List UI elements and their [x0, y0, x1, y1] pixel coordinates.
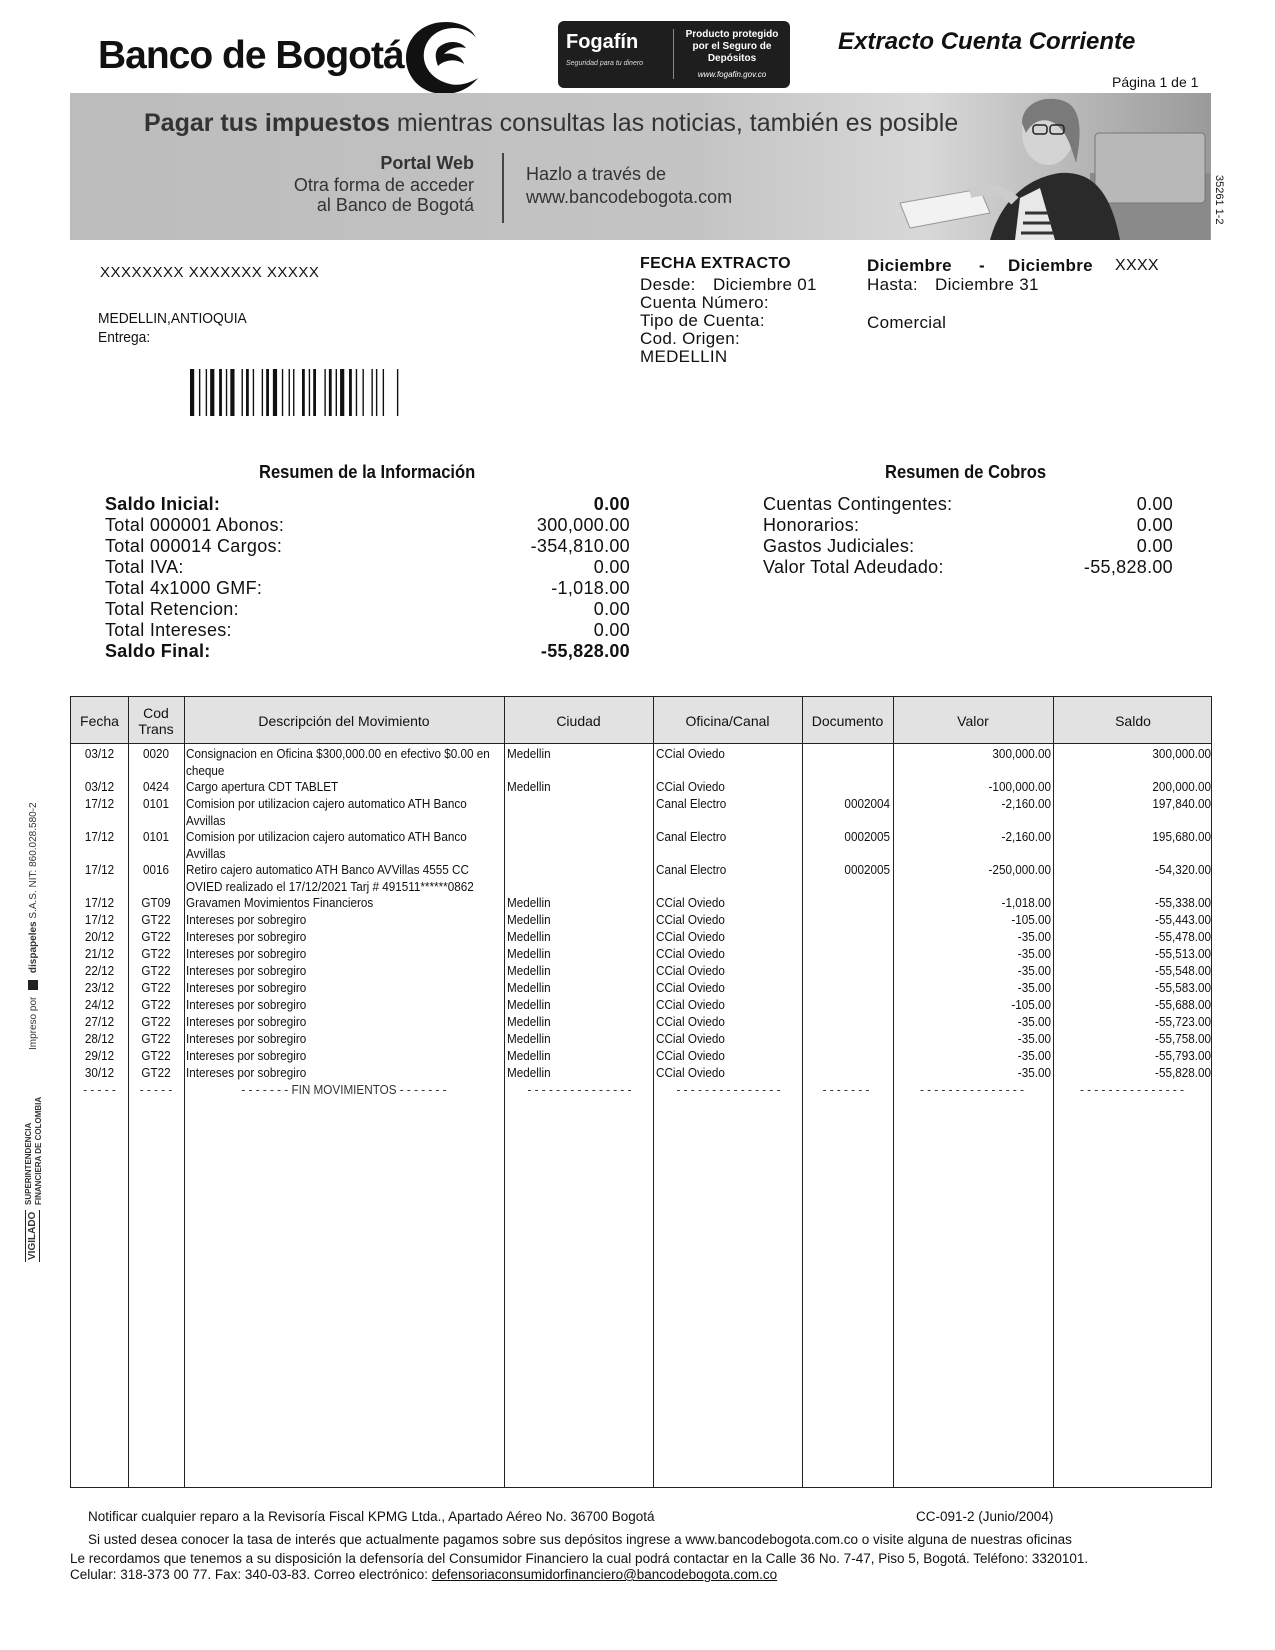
barcode-bar	[336, 369, 337, 416]
cell-desc: Intereses por sobregiro	[186, 1031, 307, 1046]
period-from-month: Diciembre	[867, 256, 952, 275]
summary-label: Total 000014 Cargos:	[105, 536, 283, 556]
cell-fecha: 03/12	[84, 779, 115, 794]
cell-saldo: -55,338.00	[1155, 895, 1211, 910]
cell-cod: 0016	[142, 862, 170, 877]
col-header-saldo: Saldo	[1115, 712, 1151, 729]
cell-valor: -35.00	[1017, 1031, 1051, 1046]
col-header-oficina: Oficina/Canal	[685, 712, 770, 729]
barcode-bar	[242, 369, 243, 416]
cell-desc: Gravamen Movimientos Financieros	[186, 895, 374, 910]
footer-contact: Celular: 318-373 00 77. Fax: 340-03-83. Correo electrónico:	[70, 1567, 432, 1582]
cell-ciudad: Medellin	[507, 1048, 551, 1063]
footer-interest-info: Si usted desea conocer la tasa de interés que actualmente pagamos sobre sus depósitos ingrese a www.bancodebogota.com.co o visite alguna de nuestras oficinas	[88, 1532, 1072, 1547]
summary-value: 0.00	[1136, 515, 1173, 535]
cell-cod: GT22	[141, 929, 171, 944]
barcode-bar	[349, 369, 352, 416]
barcode-bar	[262, 369, 263, 416]
period-dash: -	[979, 256, 985, 275]
footer-ombudsman-address: Le recordamos que tenemos a su disposición la defensoría del Consumidor Financiero la cual podrá contactar en la Calle 36 No. 7-47, Piso 5, Bogotá. Teléfono: 3320101.	[70, 1551, 1089, 1566]
cell-oficina: CCial Oviedo	[656, 746, 725, 761]
fogafin-name: Fogafín	[566, 31, 639, 53]
cell-oficina: Canal Electro	[656, 796, 727, 811]
summary-label: Valor Total Adeudado:	[763, 557, 944, 577]
cell-fecha: 03/12	[84, 746, 115, 761]
bank-logo-icon	[402, 18, 484, 96]
cell-ciudad: Medellin	[507, 746, 551, 761]
summary-value: 0.00	[1136, 536, 1173, 556]
barcode-bar	[230, 369, 234, 416]
cell-valor: -100,000.00	[988, 779, 1051, 794]
barcode-bar	[206, 369, 207, 416]
cell-ciudad: Medellin	[507, 997, 551, 1012]
printer-label: Impreso por	[28, 996, 39, 1050]
page-number: Página 1 de 1	[1112, 74, 1199, 90]
cell-valor: -35.00	[1017, 963, 1051, 978]
fogafin-badge	[558, 21, 790, 88]
fogafin-url: www.fogafin.gov.co	[697, 70, 767, 79]
cell-ciudad: Medellin	[507, 1014, 551, 1029]
from-value: Diciembre 01	[713, 275, 817, 294]
cell-saldo: -54,320.00	[1155, 862, 1211, 877]
cell-oficina: CCial Oviedo	[656, 779, 725, 794]
cell-fecha: 28/12	[84, 1031, 115, 1046]
banner-portal-line1: Otra forma de acceder	[293, 175, 474, 195]
cell-documento: 0002004	[844, 796, 890, 811]
summary-value: 300,000.00	[536, 515, 630, 535]
barcode-bar	[313, 369, 316, 416]
summary-row	[105, 641, 630, 662]
cell-valor: -1,018.00	[1001, 895, 1051, 910]
table-row	[71, 979, 1211, 996]
cell-oficina: CCial Oviedo	[656, 997, 725, 1012]
cell-oficina: CCial Oviedo	[656, 1014, 725, 1029]
end-marker-oficina: - - - - - - - - - - - - - - -	[676, 1082, 781, 1097]
document-title: Extracto Cuenta Corriente	[838, 28, 1136, 55]
summary-label: Total 4x1000 GMF:	[105, 578, 263, 598]
cell-saldo: -55,758.00	[1155, 1031, 1211, 1046]
cell-valor: -105.00	[1011, 912, 1051, 927]
barcode-bar	[266, 369, 269, 416]
summary-row	[105, 557, 630, 578]
table-row	[71, 1030, 1211, 1047]
cell-oficina: CCial Oviedo	[656, 963, 725, 978]
summary-label: Total Intereses:	[105, 620, 232, 640]
summary-value: 0.00	[593, 599, 630, 619]
cell-desc: Intereses por sobregiro	[186, 912, 307, 927]
barcode-bar	[356, 369, 357, 416]
summary-label: Cuentas Contingentes:	[763, 494, 953, 514]
cell-oficina: Canal Electro	[656, 862, 727, 877]
table-row	[71, 1047, 1211, 1064]
end-marker-cod: - - - - -	[139, 1082, 173, 1097]
cell-saldo: -55,548.00	[1155, 963, 1211, 978]
cell-oficina: CCial Oviedo	[656, 912, 725, 927]
cell-ciudad: Medellin	[507, 895, 551, 910]
cell-valor: -35.00	[1017, 929, 1051, 944]
banner-portal-title: Portal Web	[380, 153, 474, 173]
cell-cod: GT22	[141, 1031, 171, 1046]
barcode-bar	[282, 369, 283, 416]
col-header-ciudad: Ciudad	[556, 712, 601, 729]
cell-valor: -105.00	[1011, 997, 1051, 1012]
cell-oficina: CCial Oviedo	[656, 1031, 725, 1046]
summary-row	[763, 494, 1173, 515]
summary-label: Total 000001 Abonos:	[105, 515, 285, 535]
barcode-bar	[190, 369, 194, 416]
cell-cod: 0020	[142, 746, 170, 761]
cell-cod: GT22	[141, 997, 171, 1012]
cell-valor: -35.00	[1017, 1065, 1051, 1080]
barcode-image	[190, 369, 480, 416]
barcode-bar	[371, 369, 372, 416]
barcode-bar	[376, 369, 377, 416]
barcode-bar	[329, 369, 332, 416]
table-row	[71, 1064, 1211, 1081]
table-row	[71, 911, 1211, 928]
cell-oficina: CCial Oviedo	[656, 980, 725, 995]
account-type-value: Comercial	[867, 313, 947, 328]
vigilado-label: VIGILADO	[27, 1211, 38, 1260]
cell-fecha: 29/12	[84, 1048, 115, 1063]
summary-row	[105, 494, 630, 515]
from-label: Desde:	[640, 275, 696, 294]
cell-saldo: -55,828.00	[1155, 1065, 1211, 1080]
cell-fecha: 17/12	[84, 796, 115, 811]
cell-documento: 0002005	[844, 829, 890, 844]
table-row	[71, 828, 1211, 861]
barcode-bar	[210, 369, 214, 416]
barcode-bar	[340, 369, 344, 416]
cell-oficina: CCial Oviedo	[656, 929, 725, 944]
cell-ciudad: Medellin	[507, 912, 551, 927]
cell-saldo: -55,443.00	[1155, 912, 1211, 927]
banner-cta-url: www.bancodebogota.com	[526, 187, 733, 207]
barcode-bar	[397, 369, 398, 416]
cell-desc: Intereses por sobregiro	[186, 963, 307, 978]
movements-table	[70, 696, 1212, 1488]
col-header-desc: Descripción del Movimiento	[258, 712, 430, 729]
table-row	[71, 861, 1211, 894]
cell-cod: GT09	[141, 895, 171, 910]
fogafin-tagline: Seguridad para tu dinero	[566, 60, 644, 67]
cell-cod: GT22	[141, 1014, 171, 1029]
to-label: Hasta:	[867, 275, 918, 294]
barcode-bar	[302, 369, 305, 416]
bank-logo-text: Banco de Bogotá	[98, 34, 404, 77]
barcode-bar	[362, 369, 363, 416]
cell-valor: -35.00	[1017, 1048, 1051, 1063]
end-marker-saldo: - - - - - - - - - - - - - - -	[1080, 1082, 1184, 1097]
table-row	[71, 962, 1211, 979]
cell-desc: Intereses por sobregiro	[186, 946, 307, 961]
end-marker-fecha: - - - - -	[83, 1082, 116, 1097]
superintendencia-line1: SUPERINTENDENCIA	[24, 1122, 33, 1205]
barcode-bar	[289, 369, 290, 416]
cell-cod: GT22	[141, 980, 171, 995]
table-row	[71, 745, 1211, 778]
cell-desc: Intereses por sobregiro	[186, 1065, 307, 1080]
footer-ombudsman	[70, 1551, 1212, 1583]
summary-row	[763, 515, 1173, 536]
barcode-bar	[383, 369, 384, 416]
cell-ciudad: Medellin	[507, 1031, 551, 1046]
cell-valor: -2,160.00	[1001, 829, 1051, 844]
cell-saldo: 195,680.00	[1152, 829, 1211, 844]
origin-code-label: Cod. Origen:	[640, 329, 740, 348]
summary-value: -55,828.00	[540, 641, 630, 661]
banner-headline	[144, 109, 958, 138]
banner-person-image	[840, 93, 1210, 240]
cell-fecha: 21/12	[84, 946, 115, 961]
summary-label: Honorarios:	[763, 515, 860, 535]
table-row	[71, 945, 1211, 962]
cell-valor: -35.00	[1017, 1014, 1051, 1029]
summary-row	[105, 515, 630, 536]
summary-row	[105, 620, 630, 641]
barcode-bar	[273, 369, 277, 416]
cell-cod: GT22	[141, 963, 171, 978]
cell-desc: Intereses por sobregiro	[186, 929, 307, 944]
banner-portal-web	[294, 153, 474, 215]
printer-nit: S.A.S. NIT: 860.028.580-2	[28, 802, 39, 919]
cell-ciudad: Medellin	[507, 980, 551, 995]
summary-row	[105, 599, 630, 620]
table-row	[71, 778, 1211, 795]
cell-cod: GT22	[141, 912, 171, 927]
cell-cod: GT22	[141, 946, 171, 961]
end-marker-doc: - - - - - - -	[822, 1082, 870, 1097]
fogafin-protected: Producto protegido por el Seguro de Depósitos	[685, 29, 779, 64]
table-end-row	[71, 1081, 1211, 1098]
cell-desc: Comision por utilizacion cajero automatico ATH Banco Avvillas	[186, 796, 467, 828]
summary-value: -55,828.00	[1083, 557, 1173, 577]
summary-charges	[763, 494, 1173, 578]
cell-ciudad: Medellin	[507, 946, 551, 961]
superintendencia-label	[24, 1097, 44, 1205]
addressee-name: XXXXXXXX XXXXXXX XXXXX	[100, 264, 320, 281]
summary-value: 0.00	[593, 620, 630, 640]
table-row	[71, 996, 1211, 1013]
summary-value: 0.00	[1136, 494, 1173, 514]
promo-banner	[70, 93, 1211, 240]
footer-revisoria: Notificar cualquier reparo a la Revisoría Fiscal KPMG Ltda., Apartado Aéreo No. 36700 Bogotá	[88, 1509, 655, 1524]
cell-oficina: CCial Oviedo	[656, 1065, 725, 1080]
cell-fecha: 17/12	[84, 895, 115, 910]
cell-desc: Intereses por sobregiro	[186, 1014, 307, 1029]
cell-ciudad: Medellin	[507, 929, 551, 944]
barcode-bar	[199, 369, 200, 416]
cell-valor: -2,160.00	[1001, 796, 1051, 811]
table-row	[71, 928, 1211, 945]
table-row	[71, 1013, 1211, 1030]
printer-name: dispapeles	[28, 921, 39, 974]
superintendencia-line2: FINANCIERA DE COLOMBIA	[34, 1096, 43, 1205]
cell-saldo: 200,000.00	[1152, 779, 1211, 794]
col-header-documento: Documento	[811, 712, 884, 729]
statement-date-label: FECHA EXTRACTO	[640, 255, 791, 272]
summary-value: 0.00	[593, 557, 630, 577]
cell-ciudad: Medellin	[507, 779, 551, 794]
end-marker-ciudad: - - - - - - - - - - - - - - -	[527, 1082, 632, 1097]
summary-charges-title: Resumen de Cobros	[885, 462, 1047, 482]
cell-oficina: CCial Oviedo	[656, 946, 725, 961]
cell-saldo: 300,000.00	[1152, 746, 1211, 761]
cell-saldo: -55,688.00	[1155, 997, 1211, 1012]
cell-cod: 0101	[142, 796, 170, 811]
summary-label: Total Retencion:	[105, 599, 239, 619]
cell-saldo: -55,513.00	[1155, 946, 1211, 961]
table-row	[71, 894, 1211, 911]
cell-saldo: -55,723.00	[1155, 1014, 1211, 1029]
summary-info	[105, 494, 630, 662]
cell-ciudad: Medellin	[507, 963, 551, 978]
summary-value: -354,810.00	[530, 536, 630, 556]
banner-portal-line2: al Banco de Bogotá	[316, 195, 474, 215]
summary-value: -1,018.00	[551, 578, 630, 598]
banner-cta	[526, 163, 732, 209]
cell-fecha: 23/12	[84, 980, 115, 995]
cell-valor: -35.00	[1017, 946, 1051, 961]
banner-cta-line1: Hazlo a través de	[526, 164, 667, 184]
col-header-valor: Valor	[957, 712, 989, 729]
to-value: Diciembre 31	[935, 275, 1039, 294]
addressee-city: MEDELLIN,ANTIOQUIA	[98, 310, 247, 327]
table-row	[71, 795, 1211, 828]
period-year: XXXX	[1115, 257, 1159, 274]
summary-row	[763, 557, 1173, 578]
col-header-fecha: Fecha	[80, 712, 119, 729]
table-header	[71, 697, 1211, 744]
barcode-bar	[246, 369, 249, 416]
cell-desc: Intereses por sobregiro	[186, 1048, 307, 1063]
footer-form-code: CC-091-2 (Junio/2004)	[916, 1509, 1054, 1524]
summary-info-title: Resumen de la Información	[259, 462, 476, 482]
cell-cod: GT22	[141, 1048, 171, 1063]
cell-cod: GT22	[141, 1065, 171, 1080]
cell-valor: 300,000.00	[992, 746, 1051, 761]
cell-documento: 0002005	[844, 862, 890, 877]
summary-label: Saldo Inicial:	[105, 494, 221, 514]
summary-value: 0.00	[593, 494, 630, 514]
end-marker-desc: - - - - - - - FIN MOVIMIENTOS - - - - - - -	[241, 1082, 447, 1097]
cell-desc: Intereses por sobregiro	[186, 980, 307, 995]
printer-credit	[28, 802, 39, 1050]
banner-headline-bold: Pagar tus impuestos	[144, 109, 390, 137]
cell-fecha: 17/12	[84, 829, 115, 844]
cell-desc: Consignacion en Oficina $300,000.00 en efectivo $0.00 en cheque	[186, 746, 490, 778]
cell-desc: Cargo apertura CDT TABLET	[186, 779, 339, 794]
barcode-bar	[293, 369, 294, 416]
cell-fecha: 22/12	[84, 963, 115, 978]
summary-row	[105, 536, 630, 557]
printer-logo-icon	[28, 980, 38, 990]
cell-desc: Intereses por sobregiro	[186, 997, 307, 1012]
origin-value: MEDELLIN	[640, 347, 728, 366]
cell-fecha: 17/12	[84, 862, 115, 877]
cell-valor: -250,000.00	[988, 862, 1051, 877]
account-number-label: Cuenta Número:	[640, 293, 769, 312]
cell-saldo: -55,478.00	[1155, 929, 1211, 944]
barcode-bar	[219, 369, 222, 416]
cell-fecha: 20/12	[84, 929, 115, 944]
cell-saldo: -55,583.00	[1155, 980, 1211, 995]
cell-fecha: 30/12	[84, 1065, 115, 1080]
footer-email-link[interactable]: defensoriaconsumidorfinanciero@bancodebogota.com.co	[431, 1567, 778, 1582]
fogafin-divider	[673, 29, 674, 79]
cell-desc: Comision por utilizacion cajero automatico ATH Banco Avvillas	[186, 829, 467, 861]
col-header-cod: Cod Trans	[138, 704, 174, 737]
cell-oficina: CCial Oviedo	[656, 1048, 725, 1063]
barcode-bar	[226, 369, 227, 416]
summary-label: Gastos Judiciales:	[763, 536, 915, 556]
summary-row	[763, 536, 1173, 557]
cell-ciudad: Medellin	[507, 1065, 551, 1080]
cell-cod: 0424	[142, 779, 170, 794]
barcode-bar	[324, 369, 325, 416]
cell-oficina: CCial Oviedo	[656, 895, 725, 910]
table-body	[71, 745, 1211, 1098]
cell-cod: 0101	[142, 829, 170, 844]
cell-fecha: 17/12	[84, 912, 115, 927]
cell-saldo: 197,840.00	[1152, 796, 1211, 811]
banner-headline-rest: mientras consultas las noticias, también es posible	[389, 109, 959, 137]
end-marker-valor: - - - - - - - - - - - - - - -	[920, 1082, 1024, 1097]
cell-valor: -35.00	[1017, 980, 1051, 995]
barcode-bar	[309, 369, 310, 416]
cell-saldo: -55,793.00	[1155, 1048, 1211, 1063]
delivery-label: Entrega:	[98, 329, 151, 346]
banner-divider	[502, 153, 504, 223]
side-code: 35261 1-2	[1213, 175, 1225, 225]
summary-label: Saldo Final:	[105, 641, 211, 661]
account-type-label: Tipo de Cuenta:	[640, 311, 765, 330]
cell-fecha: 27/12	[84, 1014, 115, 1029]
period-to-month: Diciembre	[1008, 256, 1093, 275]
cell-desc: Retiro cajero automatico ATH Banco AVVillas 4555 CC OVIED realizado el 17/12/2021 Tarj # 491511******0862	[186, 862, 474, 894]
cell-oficina: Canal Electro	[656, 829, 727, 844]
summary-label: Total IVA:	[105, 557, 184, 577]
cell-fecha: 24/12	[84, 997, 115, 1012]
summary-row	[105, 578, 630, 599]
barcode-bar	[253, 369, 254, 416]
